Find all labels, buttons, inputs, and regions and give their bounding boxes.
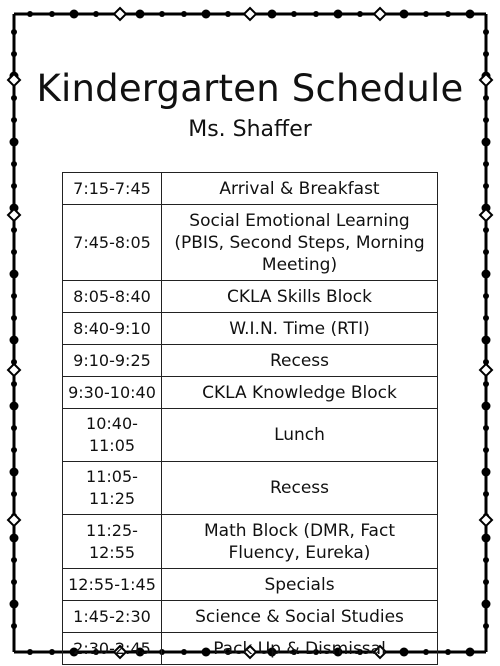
- activity-cell: Recess: [162, 345, 438, 377]
- time-cell: 11:05-11:25: [63, 462, 162, 515]
- activity-cell: Specials: [162, 569, 438, 601]
- table-row: [63, 345, 438, 377]
- time-cell: 9:30-10:40: [63, 377, 162, 409]
- table-row: [63, 409, 438, 462]
- table-row: [63, 462, 438, 515]
- activity-cell: CKLA Skills Block: [162, 281, 438, 313]
- time-cell: 8:05-8:40: [63, 281, 162, 313]
- time-cell: 11:25-12:55: [63, 515, 162, 569]
- activity-cell: Recess: [162, 462, 438, 515]
- schedule-table: [62, 172, 438, 665]
- table-row: [63, 173, 438, 205]
- table-row: [63, 313, 438, 345]
- table-row: [63, 377, 438, 409]
- time-cell: 9:10-9:25: [63, 345, 162, 377]
- table-row: [63, 205, 438, 281]
- time-cell: 10:40-11:05: [63, 409, 162, 462]
- time-cell: 7:15-7:45: [63, 173, 162, 205]
- time-cell: 7:45-8:05: [63, 205, 162, 281]
- table-row: [63, 569, 438, 601]
- table-row: [63, 515, 438, 569]
- time-cell: 1:45-2:30: [63, 601, 162, 633]
- table-row: [63, 633, 438, 665]
- activity-cell: Pack Up & Dismissal: [162, 633, 438, 665]
- activity-cell: Science & Social Studies: [162, 601, 438, 633]
- activity-cell: Math Block (DMR, Fact Fluency, Eureka): [162, 515, 438, 569]
- time-cell: 2:30-2:45: [63, 633, 162, 665]
- table-row: [63, 601, 438, 633]
- page-title: Kindergarten Schedule: [36, 67, 464, 110]
- time-cell: 12:55-1:45: [63, 569, 162, 601]
- teacher-name: Ms. Shaffer: [188, 117, 312, 142]
- time-cell: 8:40-9:10: [63, 313, 162, 345]
- table-row: [63, 281, 438, 313]
- activity-cell: Lunch: [162, 409, 438, 462]
- activity-cell: CKLA Knowledge Block: [162, 377, 438, 409]
- activity-cell: W.I.N. Time (RTI): [162, 313, 438, 345]
- activity-cell: Social Emotional Learning (PBIS, Second Steps, Morning Meeting): [162, 205, 438, 281]
- activity-cell: Arrival & Breakfast: [162, 173, 438, 205]
